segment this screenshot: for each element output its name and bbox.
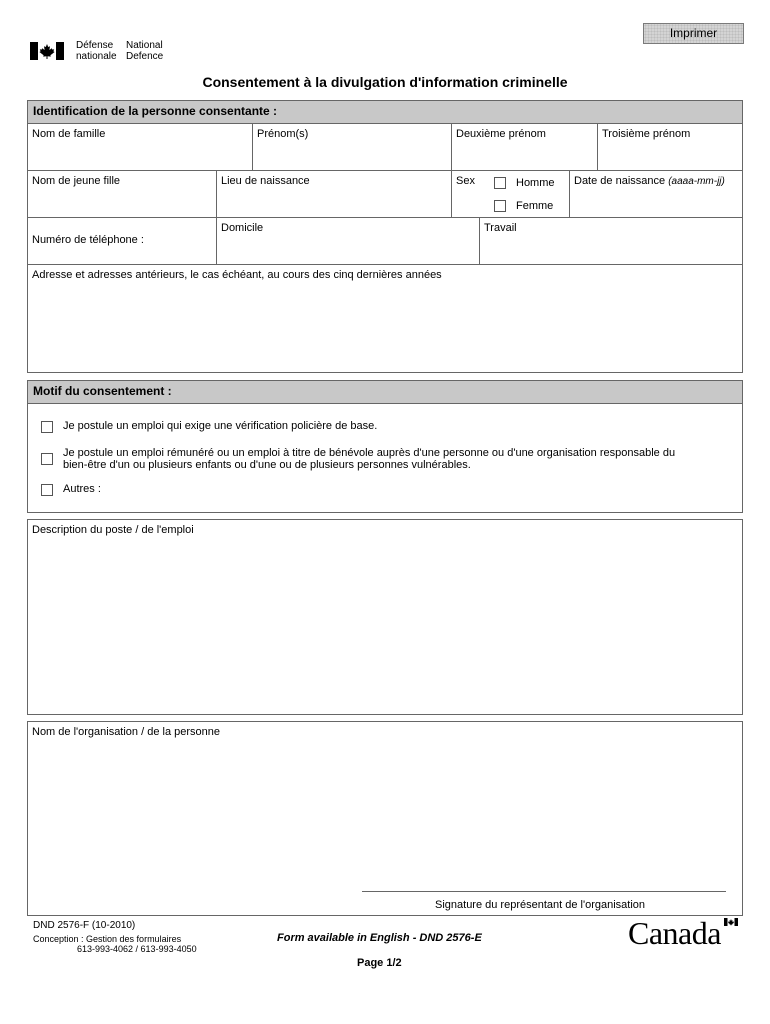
- motif-option-2-label: Je postule un emploi rémunéré ou un emploi à titre de bénévole auprès d'une personne ou d'une organisation responsable du bien-être d'un ou plusieurs enfants ou d'une ou de plusieurs personnes vulnérables.: [63, 447, 676, 471]
- nom-famille-label: Nom de famille: [32, 128, 106, 140]
- deuxieme-prenom-field[interactable]: [451, 123, 598, 171]
- motif-option-1-checkbox[interactable]: [41, 421, 53, 433]
- motif-box: [27, 403, 743, 513]
- date-naissance-field[interactable]: [569, 170, 743, 218]
- homme-checkbox[interactable]: [494, 177, 506, 189]
- description-label: Description du poste / de l'emploi: [32, 524, 194, 536]
- telephone-label-cell: [27, 217, 217, 265]
- description-field[interactable]: [27, 519, 743, 715]
- canada-wordmark-logo: Canada: [628, 914, 740, 952]
- adresse-field[interactable]: [27, 264, 743, 373]
- lieu-naissance-label: Lieu de naissance: [221, 175, 310, 187]
- prenom-field[interactable]: [252, 123, 452, 171]
- nom-jeune-fille-label: Nom de jeune fille: [32, 175, 121, 187]
- wordmark-flag-icon: [724, 918, 738, 926]
- motif-option-3-checkbox[interactable]: [41, 484, 53, 496]
- domicile-label: Domicile: [221, 222, 264, 234]
- adresse-label: Adresse et adresses antérieurs, le cas échéant, au cours des cinq dernières années: [32, 269, 442, 281]
- organisation-field[interactable]: [27, 721, 743, 916]
- english-version-note: Form available in English - DND 2576-E: [277, 932, 482, 944]
- femme-label: Femme: [516, 200, 554, 212]
- domicile-field[interactable]: [216, 217, 480, 265]
- organisation-label: Nom de l'organisation / de la personne: [32, 726, 220, 738]
- dept-name-fr: Défense nationale: [76, 40, 117, 62]
- femme-checkbox[interactable]: [494, 200, 506, 212]
- motif-option-3-label: Autres :: [63, 483, 101, 495]
- sex-field: [451, 170, 570, 218]
- page-number: Page 1/2: [357, 957, 402, 969]
- travail-field[interactable]: [479, 217, 743, 265]
- lieu-naissance-field[interactable]: [216, 170, 452, 218]
- canada-flag-icon: [30, 42, 64, 60]
- homme-label: Homme: [516, 177, 555, 189]
- signature-label: Signature du représentant de l'organisation: [435, 899, 646, 911]
- page-title: Consentement à la divulgation d'information criminelle: [202, 74, 568, 90]
- prenom-label: Prénom(s): [257, 128, 309, 140]
- troisieme-prenom-field[interactable]: [597, 123, 743, 171]
- signature-line: [362, 891, 726, 892]
- deuxieme-prenom-label: Deuxième prénom: [456, 128, 546, 140]
- dept-name-en: National Defence: [126, 40, 164, 62]
- nom-famille-field[interactable]: [27, 123, 253, 171]
- telephone-label: Numéro de téléphone :: [32, 234, 144, 246]
- print-button[interactable]: Imprimer: [643, 23, 744, 44]
- identification-heading: Identification de la personne consentante :: [27, 100, 743, 124]
- nom-jeune-fille-field[interactable]: [27, 170, 217, 218]
- motif-option-1-label: Je postule un emploi qui exige une vérification policière de base.: [63, 420, 378, 432]
- conception-info: Conception : Gestion des formulaires 613-993-4062 / 613-993-4050: [33, 934, 197, 954]
- troisieme-prenom-label: Troisième prénom: [602, 128, 691, 140]
- motif-option-2-checkbox[interactable]: [41, 453, 53, 465]
- form-number: DND 2576-F (10-2010): [33, 920, 136, 931]
- date-format-hint: (aaaa-mm-jj): [668, 176, 725, 187]
- travail-label: Travail: [484, 222, 517, 234]
- motif-heading: Motif du consentement :: [27, 380, 743, 404]
- sex-label: Sex: [456, 175, 475, 187]
- date-naissance-label: Date de naissance: [574, 175, 666, 187]
